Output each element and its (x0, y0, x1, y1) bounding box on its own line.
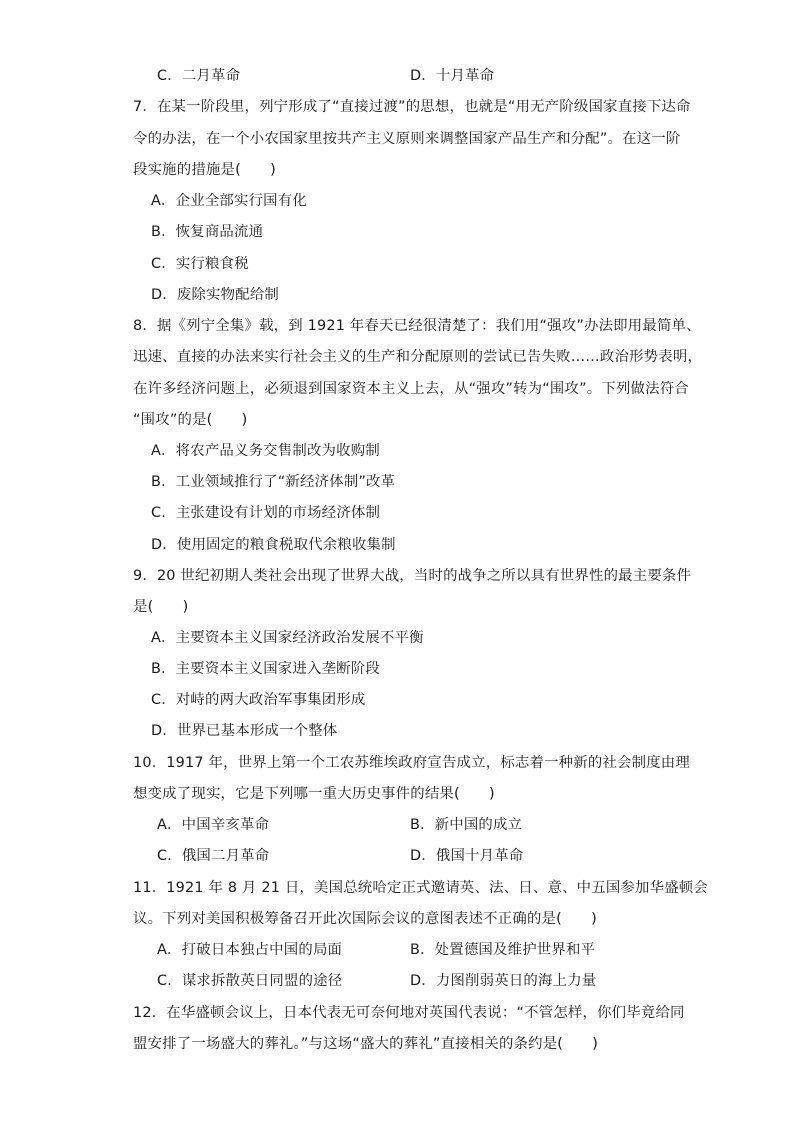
q9-stem-line-2: 是( ) (133, 599, 189, 615)
q7-option-c[interactable]: C．实行粮食税 (151, 256, 249, 272)
q11-option-b[interactable]: B．处置德国及维护世界和平 (410, 942, 596, 958)
q6-option-c[interactable]: C．二月革命 (157, 68, 241, 84)
q8-stem-line-1: 8．据《列宁全集》载，到 1921 年春天已经很清楚了：我们用“强攻”办法即用最简单、 (133, 318, 701, 334)
q11-option-d[interactable]: D．力图削弱英日的海上力量 (410, 973, 597, 989)
q9-option-c[interactable]: C．对峙的两大政治军事集团形成 (151, 692, 366, 708)
q8-stem-line-3: 在许多经济问题上，必须退到国家资本主义上去，从“强攻”转为“围攻”。下列做法符合 (133, 381, 689, 397)
q12-stem-line-1: 12．在华盛顿会议上，日本代表无可奈何地对英国代表说：“不管怎样，你们毕竟给同 (133, 1005, 685, 1021)
q10-option-c[interactable]: C．俄国二月革命 (157, 848, 270, 864)
q10-stem-line-2: 想变成了现实，它是下列哪一重大历史事件的结果( ) (133, 786, 495, 802)
q11-stem-line-1: 11．1921 年 8 月 21 日，美国总统哈定正式邀请英、法、日、意、中五国参加华盛顿会 (133, 880, 708, 896)
q7-option-d[interactable]: D．废除实物配给制 (151, 287, 280, 303)
q8-option-b[interactable]: B．工业领域推行了“新经济体制”改革 (151, 474, 396, 490)
q10-option-a[interactable]: A．中国辛亥革命 (157, 817, 270, 833)
q7-stem-line-3: 段实施的措施是( ) (133, 162, 276, 178)
q10-stem-line-1: 10．1917 年，世界上第一个工农苏维埃政府宣告成立，标志着一种新的社会制度由理 (133, 755, 690, 771)
q10-option-b[interactable]: B．新中国的成立 (410, 817, 523, 833)
q7-stem-line-1: 7．在某一阶段里，列宁形成了“直接过渡”的思想，也就是“用无产阶级国家直接下达命 (133, 99, 691, 115)
q9-option-b[interactable]: B．主要资本主义国家进入垄断阶段 (151, 661, 380, 677)
q9-option-d[interactable]: D．世界已基本形成一个整体 (151, 723, 338, 739)
q7-option-a[interactable]: A．企业全部实行国有化 (151, 193, 307, 209)
q9-stem-line-1: 9．20 世纪初期人类社会出现了世界大战，当时的战争之所以具有世界性的最主要条件 (133, 568, 692, 584)
q8-stem-line-4: “围攻”的是( ) (133, 412, 248, 428)
q11-option-c[interactable]: C．谋求拆散英日同盟的途径 (157, 973, 343, 989)
q8-option-c[interactable]: C．主张建设有计划的市场经济体制 (151, 505, 381, 521)
q6-option-d[interactable]: D．十月革命 (410, 68, 495, 84)
q9-option-a[interactable]: A．主要资本主义国家经济政治发展不平衡 (151, 630, 424, 646)
q10-option-d[interactable]: D．俄国十月革命 (410, 848, 524, 864)
q11-option-a[interactable]: A．打破日本独占中国的局面 (157, 942, 343, 958)
q8-stem-line-2: 迅速、直接的办法来实行社会主义的生产和分配原则的尝试已告失败……政治形势表明， (133, 349, 703, 365)
q8-option-d[interactable]: D．使用固定的粮食税取代余粮收集制 (151, 537, 396, 553)
q8-option-a[interactable]: A．将农产品义务交售制改为收购制 (151, 443, 380, 459)
q12-stem-line-2: 盟安排了一场盛大的葬礼。”与这场“盛大的葬礼”直接相关的条约是( ) (133, 1036, 599, 1052)
q7-stem-line-2: 令的办法，在一个小农国家里按共产主义原则来调整国家产品生产和分配”。在这一阶 (133, 131, 681, 147)
q7-option-b[interactable]: B．恢复商品流通 (151, 224, 264, 240)
q11-stem-line-2: 议。下列对美国积极筹备召开此次国际会议的意图表述不正确的是( ) (133, 911, 597, 927)
